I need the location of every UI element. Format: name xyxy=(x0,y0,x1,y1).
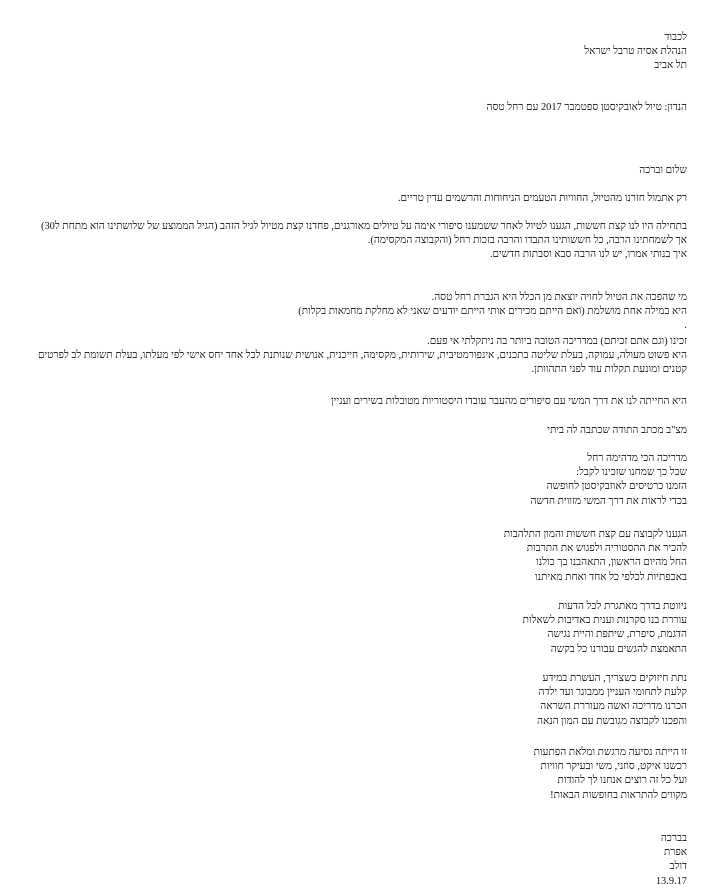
poem-line: קלעת לתחומי העניין ממבוגר ועד ילדה xyxy=(538,687,687,699)
address-line: הנהלת אסיה טרבל ישראל xyxy=(584,46,687,58)
paragraph-line: היא במילה אחת מושלמת (ואם הייתם מכירים אותי הייתם יודעים שאני לא מחלקת מחמאות בקלות) xyxy=(298,306,687,318)
poem-stanza xyxy=(14,600,687,657)
paragraph xyxy=(14,220,687,263)
poem-line: שכל כך שמחנו שזכינו לקבל: xyxy=(576,467,687,479)
poem-stanza xyxy=(14,452,687,509)
poem-line: ניווטת בדרך מאתגרת לכל הדעות xyxy=(558,601,687,612)
poem-line: הזמנו כרטיסים לאוזבקיסטן לחופשה xyxy=(546,481,687,493)
paragraph-line: היא פשוט מעולה, עמוקה, בעלת שליטה בתכנים, אינפורמטיבית, שירותית, מקסימה, חייכנית, אנושית שנותנת לכל אחד יחס אישי לפי מעלתו, בעלת תשומת לב לפרטים קטנים ומונעת תקלות עוד לפני התהוותן. xyxy=(37,350,687,376)
poem-line: להכיר את ההסטוריה ולפגוש את התרבות xyxy=(526,543,687,555)
paragraph: היא החייתה לנו את דרך המשי עם סיפורים מהעבר עובדו היסטוריות מטובלות בשירים ועניין xyxy=(331,396,687,407)
poem-line: החל מהיום הראשון, התאהבנו בך כולנו xyxy=(536,557,687,569)
poem-stanza xyxy=(14,746,687,803)
poem-line: זו הייתה נסיעה מרגשת ומלאת הפתעות xyxy=(533,747,687,758)
recipient-address xyxy=(14,31,687,74)
poem-line: באכפתיות לכלפי כל אחד ואחת מאיתנו xyxy=(535,571,687,583)
poem-line: עוררת בנו סקרנות וענית באדיבות לשאלות xyxy=(522,615,687,627)
poem-line: הדגמת, סיפרת, שיתפת והיית נגישה xyxy=(547,629,687,641)
signature-date: 13.9.17 xyxy=(655,875,687,887)
paragraph xyxy=(14,291,687,334)
paragraph xyxy=(14,335,687,378)
address-line: לכבוד xyxy=(664,32,687,43)
poem-line: נתת חיזוקים כשצריך, העשרת במידע xyxy=(542,673,687,684)
poem-line: מדריכה הכי מדהימה רחל xyxy=(587,453,687,464)
signature-surname: דולב xyxy=(669,861,687,873)
paragraph-line: . xyxy=(684,320,687,332)
address-line: תל אביב xyxy=(654,60,687,72)
greeting: שלום וברכה xyxy=(639,165,687,176)
paragraph-line: איך בנותי אמרו, יש לנו הרבה סבא וסבתות חדשים. xyxy=(489,249,687,261)
poem-stanza xyxy=(14,672,687,729)
paragraph-line: בתחילה היו לנו קצת חששות, הגענו לטיול לאחר ששמענו סיפורי אימה על טיולים מאורגנים, פחדנו קצת מטיול לגיל הזהב (הגיל הממוצע של שלושתינו הוא מתחת ל30) xyxy=(40,221,687,232)
paragraph-line: זכינו (וגם אתם זכיתם) במדריכה הטובה ביותר בה ניתקלתי אי פעם. xyxy=(427,336,687,347)
poem-line: בכדי לראות את דרך המשי מזווית חדשה xyxy=(530,495,687,507)
signature-closing: בברכה xyxy=(660,833,687,844)
poem-stanza xyxy=(14,528,687,585)
paragraph: מצ"ב מכתב התודה שכתבה לה ביתי xyxy=(547,425,687,436)
poem-line: רכשנו איקט, סוזני, משי ובעיקר חוויות xyxy=(540,761,687,773)
poem-line: התאמצת להגשים עבורנו כל בקשה xyxy=(550,643,687,655)
poem-line: מקווים להתראות בחופשות הבאות! xyxy=(550,789,687,801)
poem-line: ועל כל זה רוצים אנחנו לך להודות xyxy=(557,775,687,787)
paragraph-line: מי שהפכה את הטיול לחויה יוצאת מן הכלל היא הגברת רחל טסה. xyxy=(431,292,687,303)
signature-block xyxy=(14,832,687,889)
poem-line: הגענו לקבוצה עם קצת חששות והמון התלהבות xyxy=(503,529,687,540)
signature-name: אפרת xyxy=(663,847,687,859)
poem-line: והפכנו לקבוצה מגובשת עם המון הנאה xyxy=(536,715,687,727)
poem-line: הכרנו מדריכה ואשה מעוררת השראה xyxy=(540,701,687,713)
subject-line: הנדון: טיול לאובקיסטן ספטמבר 2017 עם רחל טסה xyxy=(486,102,687,113)
paragraph-line: אך לשמחתינו הרבה, כל חששותינו התבדו והרבה בזכות רחל (והקבוצה המקסימה). xyxy=(367,235,687,247)
paragraph: רק אתמול חזרנו מהטיול, החוויות הטעמים הניחוחות והרשמים עדין טריים. xyxy=(397,193,687,204)
